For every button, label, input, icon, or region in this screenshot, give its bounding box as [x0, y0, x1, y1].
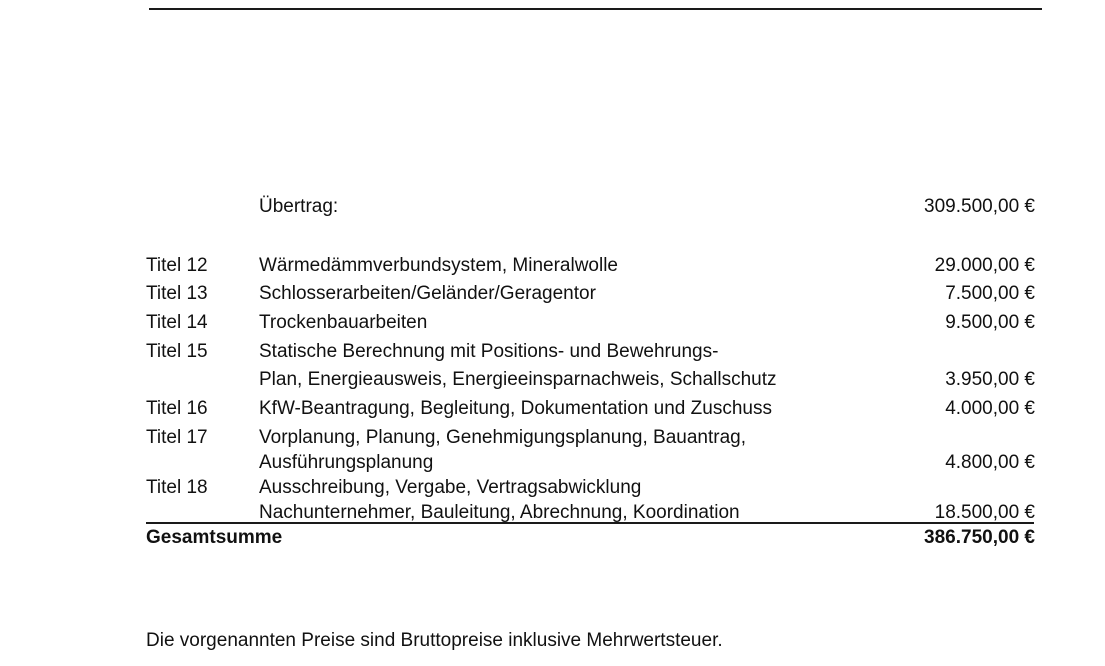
- item-description: Ausführungsplanung: [259, 452, 434, 473]
- item-description: Plan, Energieausweis, Energieeinsparnachweis, Schallschutz: [259, 369, 777, 390]
- item-row-titel-18: [0, 476, 1105, 500]
- item-amount: 29.000,00 €: [934, 255, 1035, 276]
- item-title: Titel 14: [146, 312, 208, 333]
- carry-over-amount: 309.500,00 €: [924, 196, 1035, 217]
- item-amount: 18.500,00 €: [934, 502, 1035, 523]
- item-title: Titel 12: [146, 255, 208, 276]
- item-description: Ausschreibung, Vergabe, Vertragsabwicklung: [259, 477, 642, 498]
- total-amount: 386.750,00 €: [924, 527, 1035, 548]
- item-amount: 9.500,00 €: [945, 312, 1035, 333]
- item-title: Titel 17: [146, 427, 208, 448]
- item-amount: 4.000,00 €: [945, 398, 1035, 419]
- item-description: Statische Berechnung mit Positions- und Bewehrungs-: [259, 341, 719, 362]
- item-description: Wärmedämmverbundsystem, Mineralwolle: [259, 255, 618, 276]
- item-amount: 7.500,00 €: [945, 283, 1035, 304]
- item-row-titel-14: [0, 311, 1105, 335]
- item-title: Titel 16: [146, 398, 208, 419]
- footer-note: Die vorgenannten Preise sind Bruttopreise inklusive Mehrwertsteuer.: [146, 630, 723, 651]
- item-row-titel-15-continued: [0, 368, 1105, 392]
- total-row: [0, 526, 1105, 550]
- item-description: Vorplanung, Planung, Genehmigungsplanung, Bauantrag,: [259, 427, 746, 448]
- item-description: Nachunternehmer, Bauleitung, Abrechnung, Koordination: [259, 502, 740, 523]
- item-title: Titel 15: [146, 341, 208, 362]
- item-row-titel-16: [0, 397, 1105, 421]
- item-description: Trockenbauarbeiten: [259, 312, 428, 333]
- top-rule: [149, 8, 1042, 10]
- item-row-titel-17: [0, 426, 1105, 450]
- total-label: Gesamtsumme: [146, 527, 283, 548]
- item-row-titel-13: [0, 282, 1105, 306]
- item-description: Schlosserarbeiten/Geländer/Geragentor: [259, 283, 596, 304]
- item-title: Titel 13: [146, 283, 208, 304]
- item-description: KfW-Beantragung, Begleitung, Dokumentation und Zuschuss: [259, 398, 772, 419]
- item-row-titel-15: [0, 340, 1105, 364]
- item-amount: 3.950,00 €: [945, 369, 1035, 390]
- item-title: Titel 18: [146, 477, 208, 498]
- carry-over-label: Übertrag:: [259, 196, 339, 217]
- item-amount: 4.800,00 €: [945, 452, 1035, 473]
- carry-over-row: [0, 196, 1105, 222]
- item-row-titel-12: [0, 254, 1105, 278]
- item-row-titel-17-continued: [0, 451, 1105, 475]
- sum-rule: [146, 522, 1034, 524]
